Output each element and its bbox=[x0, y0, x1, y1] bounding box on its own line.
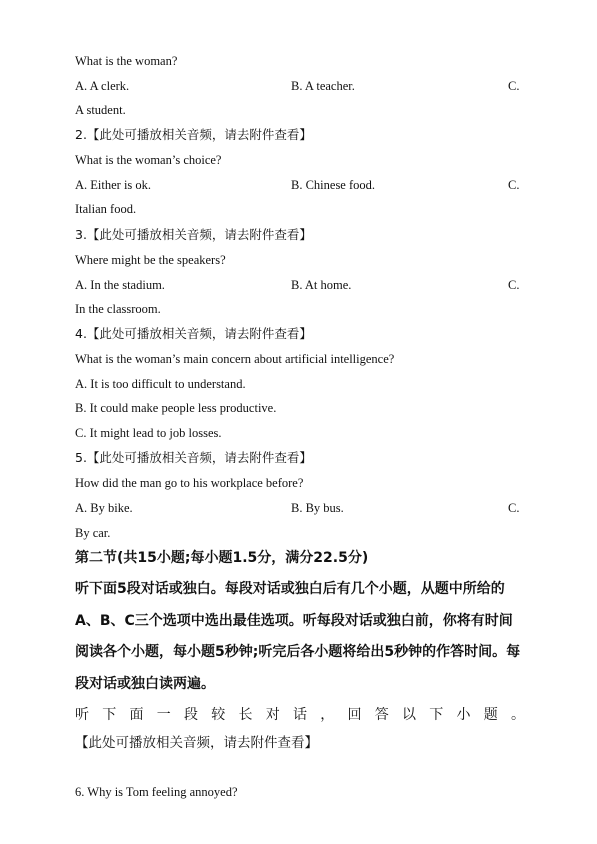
q3-option-b: B. At home. bbox=[291, 278, 352, 292]
q3-option-a: A. In the stadium. bbox=[75, 278, 165, 292]
q1-option-c-label: C. bbox=[508, 79, 520, 93]
listen-char: 以 bbox=[402, 707, 416, 723]
q4-option-b: B. It could make people less productive. bbox=[75, 401, 277, 415]
q4-option-c: C. It might lead to job losses. bbox=[75, 426, 222, 440]
q1-option-c-text: A student. bbox=[75, 103, 126, 117]
listen-char: 一 bbox=[156, 707, 171, 723]
q4-audio-link[interactable]: 4.【此处可播放相关音频，请去附件查看】 bbox=[75, 326, 312, 341]
q4-option-a: A. It is too difficult to understand. bbox=[75, 377, 246, 391]
listen-char: 下 bbox=[102, 707, 117, 723]
listen-char: 面 bbox=[129, 707, 144, 723]
listen-char: 下 bbox=[429, 707, 444, 723]
q4-question: What is the woman’s main concern about artificial intelligence? bbox=[75, 352, 395, 366]
q2-option-a: A. Either is ok. bbox=[75, 178, 152, 192]
section2-title: 第二节(共15小题;每小题1.5分，满分22.5分) bbox=[75, 550, 369, 566]
q1-option-b: B. A teacher. bbox=[291, 79, 355, 93]
q1-question: What is the woman? bbox=[75, 54, 178, 68]
q5-option-b: B. By bus. bbox=[291, 501, 344, 515]
q5-option-c-label: C. bbox=[508, 501, 520, 515]
q6-question: 6. Why is Tom feeling annoyed? bbox=[75, 785, 238, 799]
q3-option-c-label: C. bbox=[508, 278, 520, 292]
q1-option-a: A. A clerk. bbox=[75, 79, 130, 93]
listen-char: 段 bbox=[184, 707, 198, 723]
section2-instructions: 听下面5段对话或独白。每段对话或独白后有几个小题，从题中所给的A、B、C三个选项中选出最佳选项。听每段对话或独白前，你将有时间阅读各个小题，每小题5秒钟;听完后各小题将给出5秒钟的作答时间。每段对话或独白读两遍。 bbox=[75, 581, 521, 692]
listen-char: 听 bbox=[75, 707, 89, 723]
listen-char: 回 bbox=[347, 707, 362, 723]
q5-option-c-text: By car. bbox=[75, 526, 111, 540]
q5-audio-link[interactable]: 5.【此处可播放相关音频，请去附件查看】 bbox=[75, 450, 312, 465]
listen-char: 较 bbox=[211, 707, 226, 723]
listen-char: 对 bbox=[265, 707, 280, 723]
q2-option-c-text: Italian food. bbox=[75, 202, 137, 216]
q5-question: How did the man go to his workplace before? bbox=[75, 476, 304, 490]
listen-char: 题 bbox=[483, 707, 498, 723]
q3-question: Where might be the speakers? bbox=[75, 253, 226, 267]
listen-char: 。 bbox=[511, 707, 525, 723]
listen-char: 小 bbox=[456, 707, 471, 723]
section2-audio-link[interactable]: 【此处可播放相关音频，请去附件查看】 bbox=[75, 735, 318, 751]
listen-char: 话 bbox=[293, 707, 307, 723]
q2-audio-link[interactable]: 2.【此处可播放相关音频，请去附件查看】 bbox=[75, 127, 312, 142]
q3-audio-link[interactable]: 3.【此处可播放相关音频，请去附件查看】 bbox=[75, 227, 312, 242]
listen-char: ， bbox=[320, 707, 335, 723]
listen-char: 答 bbox=[374, 707, 389, 723]
q5-option-a: A. By bike. bbox=[75, 501, 133, 515]
q2-option-c-label: C. bbox=[508, 178, 520, 192]
q2-question: What is the woman’s choice? bbox=[75, 153, 222, 167]
q3-option-c-text: In the classroom. bbox=[75, 302, 161, 316]
listen-char: 长 bbox=[238, 707, 253, 723]
q2-option-b: B. Chinese food. bbox=[291, 178, 376, 192]
section2-listen-prompt bbox=[75, 706, 525, 724]
